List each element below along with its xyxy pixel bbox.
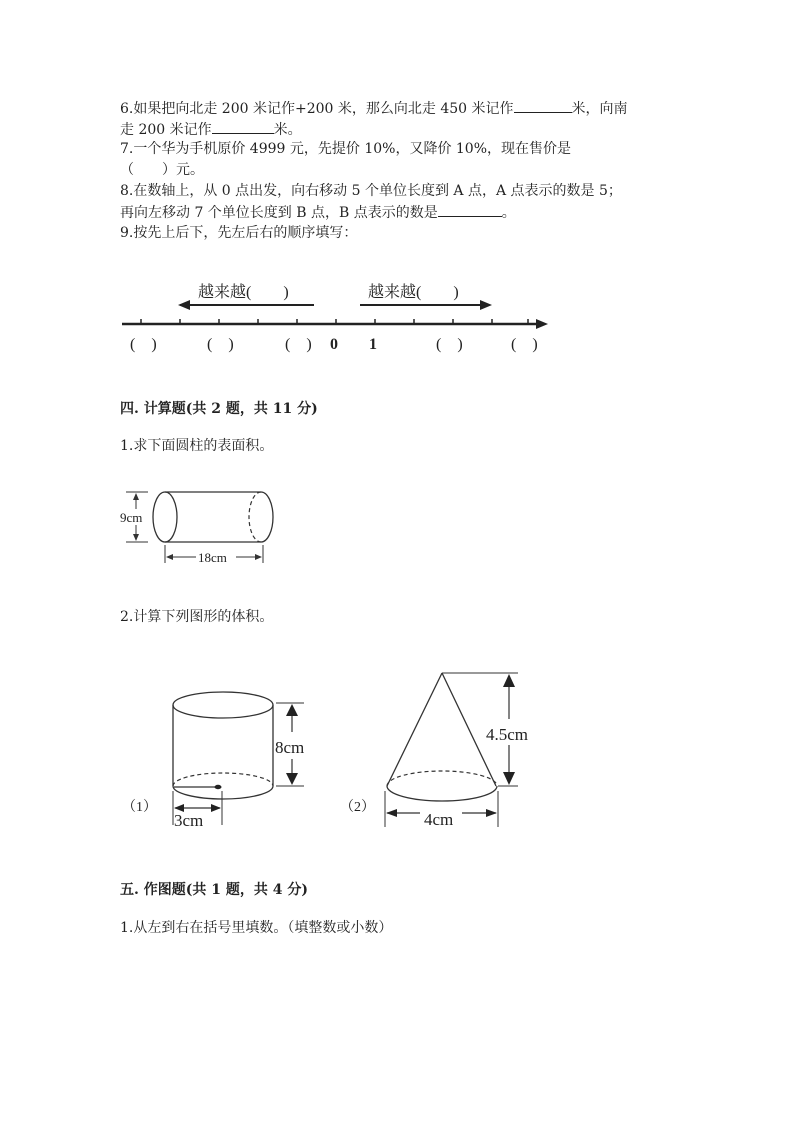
question-6-line-2 <box>120 118 302 140</box>
radius-label: 3cm <box>174 811 204 830</box>
cone-left-edge <box>387 673 442 786</box>
cone-height-arrow-up <box>503 674 515 687</box>
question-9-text: 9.按先上后下，先左后右的顺序填写： <box>120 225 358 241</box>
cone-diameter-label: 4cm <box>424 810 454 829</box>
left-trend-label[interactable]: 越来越( ) <box>198 284 289 301</box>
question-8-line-2 <box>120 201 516 223</box>
diameter-label: 9cm <box>120 510 143 525</box>
horizontal-cylinder-figure <box>118 485 288 575</box>
blank-paren-3[interactable]: ( ) <box>285 336 312 353</box>
q6-answer-blank-2[interactable] <box>212 118 274 134</box>
blank-paren-4[interactable]: ( ) <box>436 336 463 353</box>
diameter-arrow-up <box>133 493 139 500</box>
section-5-question-1: 1.从左到右在括号里填数。（填整数或小数） <box>120 920 393 936</box>
length-label: 18cm <box>198 550 227 565</box>
cylinder-bottom-front <box>173 786 273 799</box>
right-arrowhead <box>480 300 492 310</box>
cone-figure <box>338 665 548 835</box>
cone-base-front <box>387 786 497 801</box>
height-arrow-down <box>286 773 298 785</box>
axis-arrowhead <box>536 319 548 329</box>
diameter-arrow-down <box>133 534 139 541</box>
length-arrow-left <box>166 554 173 560</box>
number-line-figure <box>118 275 558 365</box>
label-one: 1 <box>369 336 377 353</box>
section-4-question-2: 2.计算下列图形的体积。 <box>120 609 274 625</box>
section-5-title: 五. 作图题(共 1 题，共 4 分) <box>120 882 308 898</box>
question-6-line-1 <box>120 97 628 119</box>
question-7-line-1: 7.一个华为手机原价 4999 元，先提价 10%，又降价 10%，现在售价是 <box>120 141 572 157</box>
center-point <box>215 785 222 789</box>
cylinder-left-face <box>153 492 177 542</box>
length-arrow-right <box>255 554 262 560</box>
figure-1-index: （1） <box>122 800 157 815</box>
q6-text-4: 米。 <box>273 122 302 138</box>
height-arrow-up <box>286 704 298 716</box>
section-4-title: 四. 计算题(共 2 题，共 11 分) <box>120 401 318 417</box>
blank-paren-5[interactable]: ( ) <box>511 336 538 353</box>
vertical-cylinder-figure <box>118 685 318 835</box>
q6-text-1: 6.如果把向北走 200 米记作+200 米，那么向北走 450 米记作 <box>120 101 514 117</box>
right-trend-label[interactable]: 越来越( ) <box>368 284 459 301</box>
height-label: 8cm <box>275 738 305 757</box>
cylinder-right-face-hidden <box>249 492 261 542</box>
cone-diameter-arrow-right <box>486 809 497 817</box>
blank-paren-2[interactable]: ( ) <box>207 336 234 353</box>
cylinder-right-face-front <box>261 492 273 542</box>
cone-diameter-arrow-left <box>386 809 397 817</box>
cone-base-hidden <box>387 771 497 786</box>
question-8-line-1: 8.在数轴上，从 0 点出发，向右移动 5 个单位长度到 A 点，A 点表示的数是 5； <box>120 183 622 199</box>
q8-text-2: 。 <box>501 205 516 221</box>
q6-text-2: 米，向南 <box>571 101 628 117</box>
q8-text-1: 再向左移动 7 个单位长度到 B 点，B 点表示的数是 <box>120 205 438 221</box>
blank-paren-1[interactable]: ( ) <box>130 336 157 353</box>
cone-height-label: 4.5cm <box>486 725 529 744</box>
question-7-line-2[interactable]: （ ）元。 <box>120 162 204 178</box>
q6-text-3: 走 200 米记作 <box>120 122 212 138</box>
left-arrowhead <box>178 300 190 310</box>
q8-answer-blank[interactable] <box>438 201 502 217</box>
figure-2-index: （2） <box>340 800 375 815</box>
q6-answer-blank-1[interactable] <box>514 97 572 113</box>
cylinder-top-face <box>173 692 273 718</box>
radius-arrow-right <box>211 804 221 812</box>
label-zero: 0 <box>330 336 338 353</box>
cone-height-arrow-down <box>503 772 515 785</box>
cylinder-bottom-hidden <box>173 773 273 786</box>
section-4-question-1: 1.求下面圆柱的表面积。 <box>120 438 274 454</box>
